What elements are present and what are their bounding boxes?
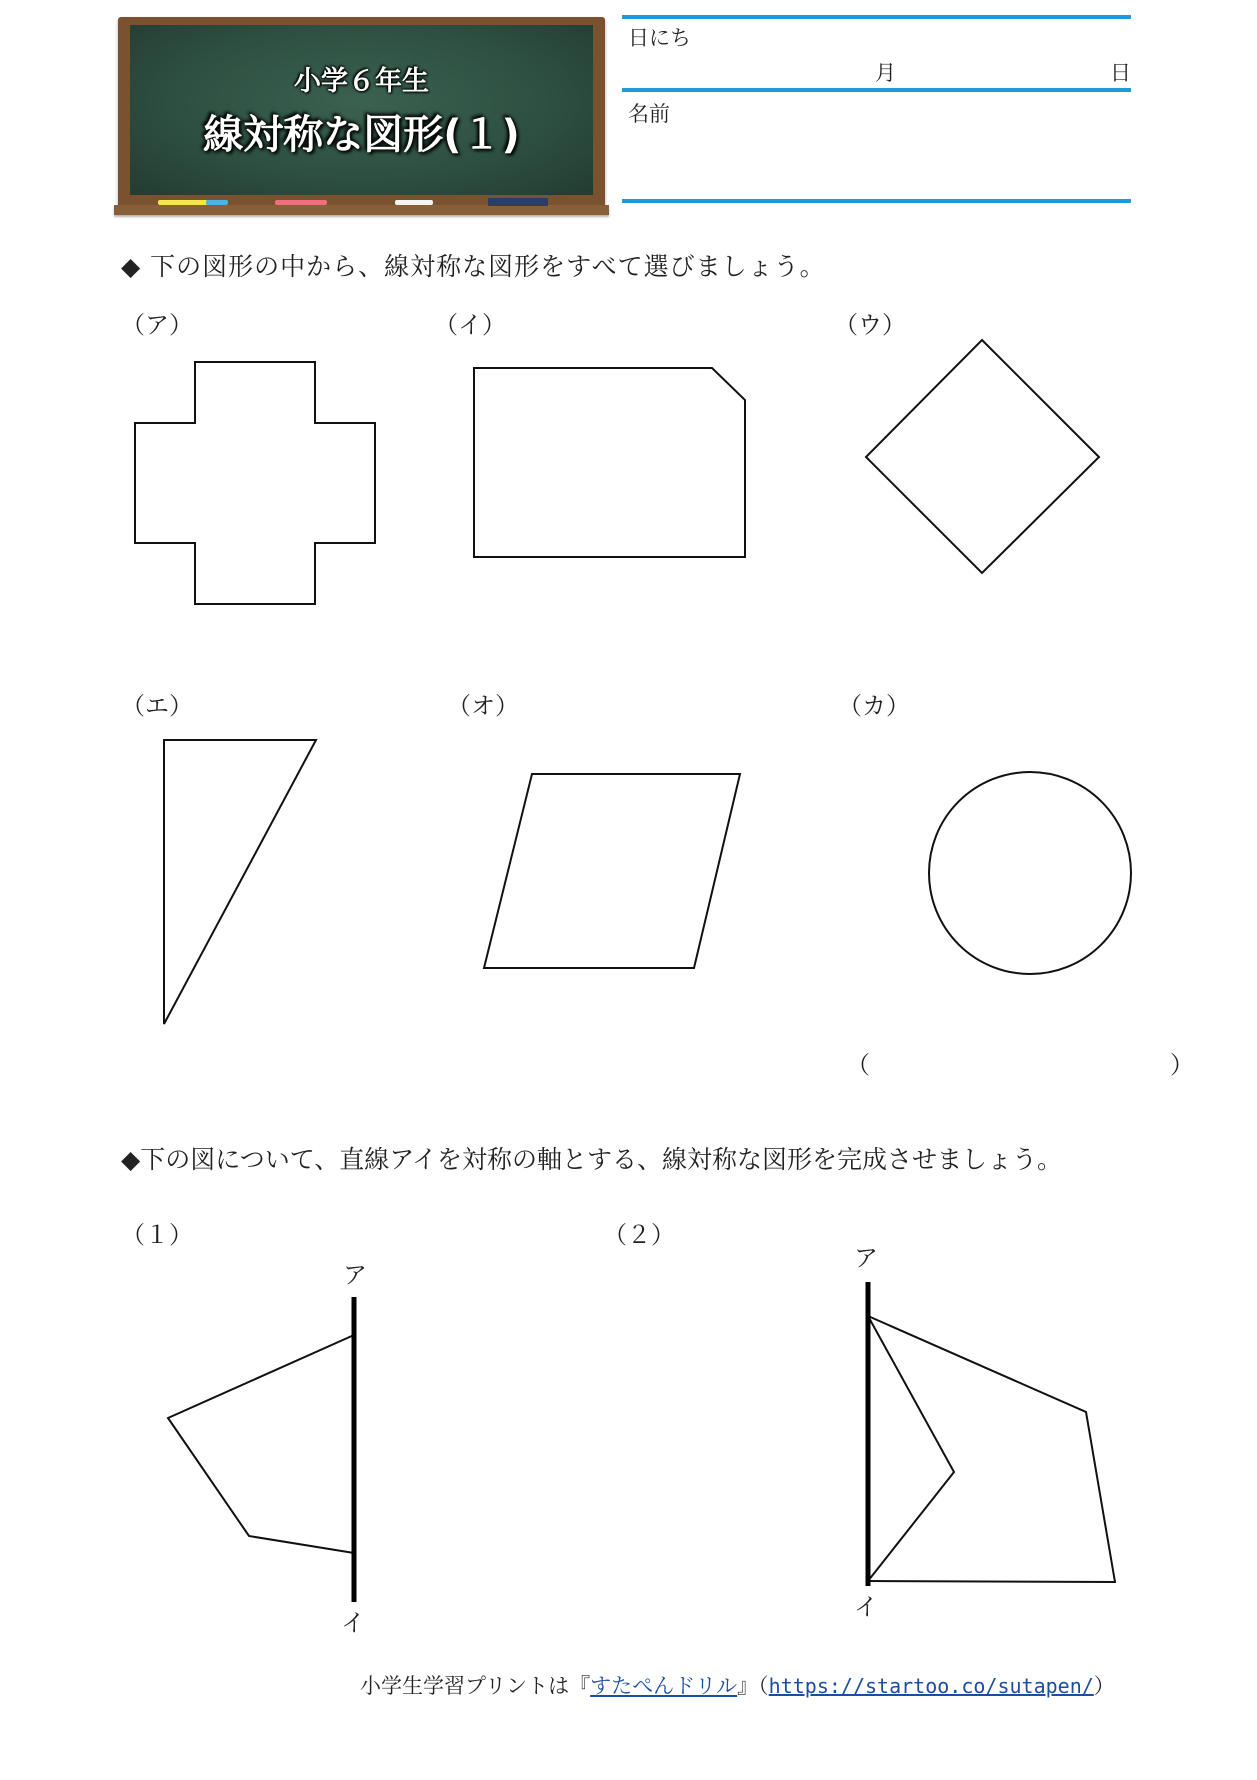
- shape-parallelogram: [484, 774, 740, 968]
- question-2: ◆下の図について、直線アイを対称の軸とする、線対称な図形を完成させましょう。: [121, 1145, 1062, 1174]
- footer-prefix: 小学生学習プリントは『: [360, 1674, 591, 1698]
- axis-point-a-2: ア: [854, 1244, 878, 1272]
- shape-cut-rectangle: [474, 368, 745, 557]
- answer-paren-close: ）: [1170, 1051, 1194, 1079]
- shape-diamond: [866, 340, 1099, 573]
- month-label: 月: [875, 61, 896, 85]
- name-label: 名前: [628, 102, 670, 126]
- answer-paren-open: （: [846, 1051, 870, 1079]
- day-label: 日: [1110, 61, 1131, 85]
- option-label-ka: （カ）: [838, 692, 910, 720]
- problem-label-1: （１）: [121, 1221, 193, 1249]
- axis-point-i-2: イ: [854, 1593, 878, 1621]
- axis-point-i-1: イ: [341, 1609, 365, 1637]
- grade-label: 小学６年生: [294, 66, 429, 97]
- option-label-o: （オ）: [447, 692, 519, 720]
- option-label-i: （イ）: [434, 311, 506, 339]
- problem-label-2: （２）: [603, 1221, 675, 1249]
- url-link[interactable]: https://startoo.co/sutapen/: [768, 1674, 1094, 1698]
- footer-middle: 』（: [737, 1674, 769, 1698]
- shape-cross: [135, 362, 375, 604]
- worksheet-title: 線対称な図形(１): [203, 112, 520, 158]
- axis-point-a-1: ア: [343, 1261, 367, 1289]
- site-name-link[interactable]: すたぺんドリル: [590, 1674, 738, 1698]
- footer-credit: [360, 1670, 1115, 1700]
- half-figure-2-inner: [868, 1316, 954, 1581]
- question-1: ◆ 下の図形の中から、線対称な図形をすべて選びましょう。: [121, 252, 826, 281]
- date-label: 日にち: [628, 26, 691, 50]
- option-label-u: （ウ）: [834, 311, 906, 339]
- option-label-e: （エ）: [121, 692, 193, 720]
- shape-right-triangle: [164, 740, 316, 1024]
- half-figure-1: [168, 1335, 354, 1553]
- half-figure-2-outer: [868, 1316, 1115, 1582]
- footer-suffix: ）: [1093, 1674, 1115, 1698]
- option-label-a: （ア）: [121, 311, 193, 339]
- shape-circle: [929, 772, 1131, 974]
